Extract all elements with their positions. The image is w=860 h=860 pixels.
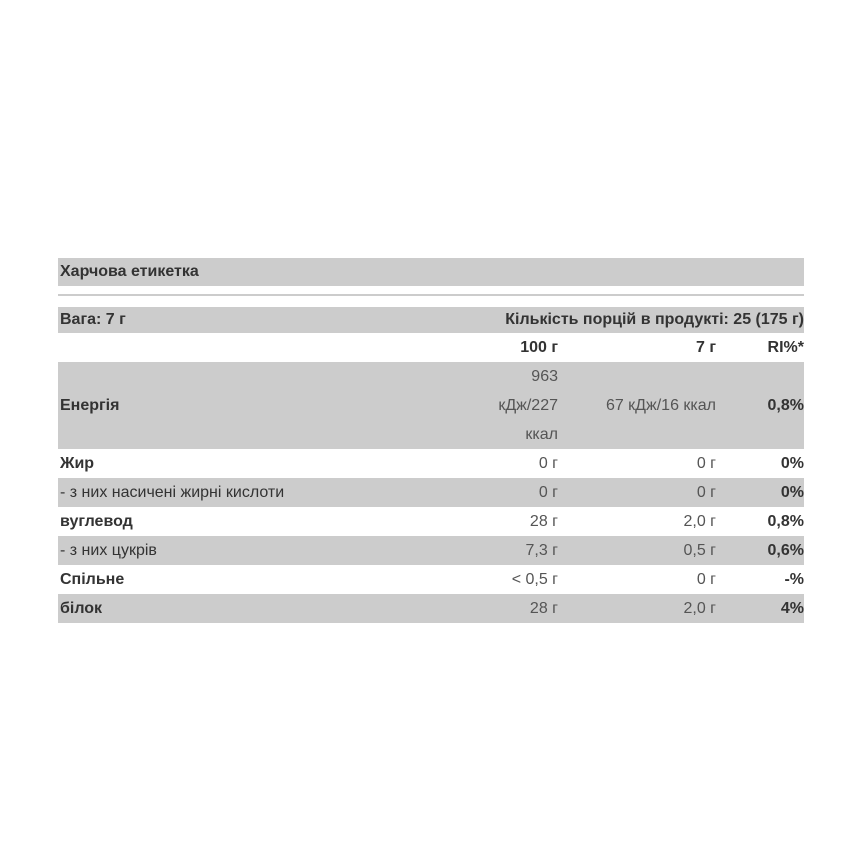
label-title: Харчова етикетка: [58, 258, 804, 286]
header-name: [58, 333, 478, 362]
nutrient-name: Жир: [60, 455, 95, 472]
header-ri: RI%*: [767, 339, 804, 356]
value-per-100: < 0,5 г: [511, 571, 558, 588]
value-per-100: 28 г: [529, 600, 558, 617]
table-row: [58, 362, 804, 449]
value-per-serving: 2,0 г: [683, 600, 716, 617]
header-per-serving: 7 г: [695, 339, 716, 356]
header-per-100: 100 г: [520, 339, 558, 356]
value-per-100: 963 кДж/227 ккал: [498, 368, 558, 443]
table-row: [58, 478, 804, 507]
nutrient-name: - з них цукрів: [60, 542, 157, 559]
nutrient-name: - з них насичені жирні кислоти: [60, 484, 285, 501]
table-header-row: [58, 333, 804, 362]
nutrient-name: Спільне: [60, 571, 125, 588]
value-ri: 0%: [780, 484, 804, 501]
value-ri: 0%: [780, 455, 804, 472]
value-per-serving: 2,0 г: [683, 513, 716, 530]
value-ri: 0,6%: [767, 542, 804, 559]
nutrient-name: білок: [60, 600, 103, 617]
value-ri: -%: [784, 571, 804, 588]
table-row: [58, 507, 804, 536]
table-row: [58, 449, 804, 478]
title-divider: [58, 294, 804, 296]
value-per-100: 7,3 г: [525, 542, 558, 559]
servings-count: Кількість порцій в продукті: 25 (175 г): [505, 311, 804, 328]
value-per-serving: 67 кДж/16 ккал: [605, 397, 716, 414]
nutrient-name: вуглевод: [60, 513, 133, 530]
nutrition-table: [58, 333, 804, 623]
value-per-serving: 0,5 г: [683, 542, 716, 559]
nutrient-name: Енергія: [60, 397, 120, 414]
value-per-serving: 0 г: [696, 455, 716, 472]
value-ri: 4%: [780, 600, 804, 617]
value-ri: 0,8%: [767, 397, 804, 414]
value-per-100: 28 г: [529, 513, 558, 530]
serving-weight: Вага: 7 г: [60, 311, 126, 328]
value-per-serving: 0 г: [696, 484, 716, 501]
value-per-serving: 0 г: [696, 571, 716, 588]
nutrition-label: [58, 258, 804, 623]
value-per-100: 0 г: [538, 455, 558, 472]
value-per-100: 0 г: [538, 484, 558, 501]
value-ri: 0,8%: [767, 513, 804, 530]
table-row: [58, 536, 804, 565]
table-row: [58, 565, 804, 594]
serving-info-bar: [58, 307, 804, 333]
table-row: [58, 594, 804, 623]
